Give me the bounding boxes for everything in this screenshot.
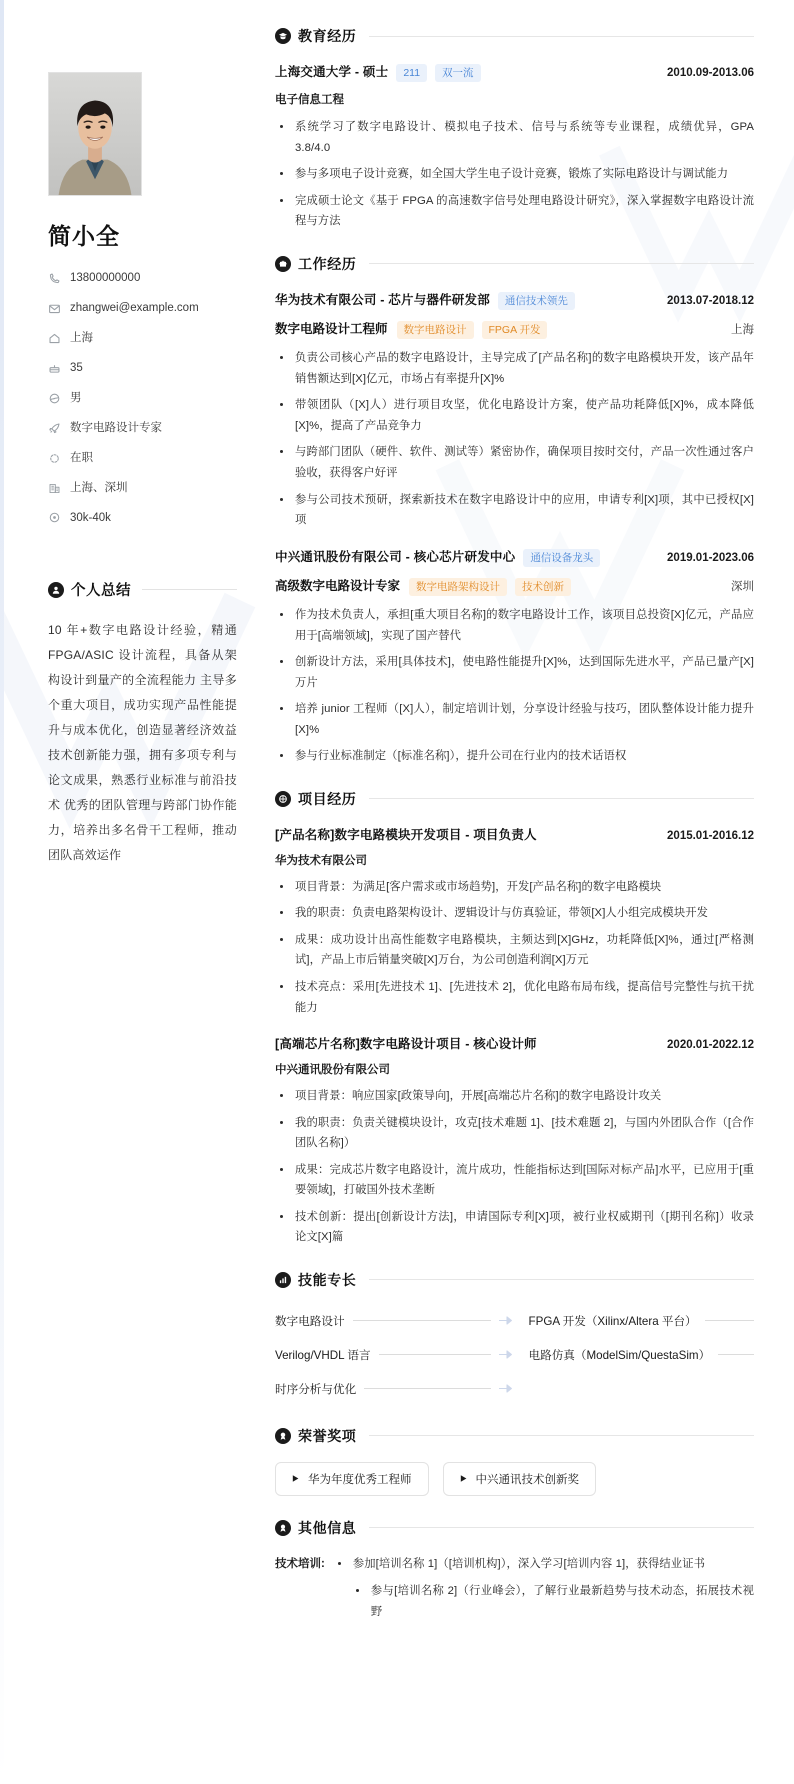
company-tags bbox=[498, 292, 575, 310]
candidate-name: 简小全 bbox=[48, 223, 120, 249]
contact-item-email bbox=[48, 301, 237, 316]
skills-section bbox=[275, 1270, 754, 1404]
avatar bbox=[48, 72, 142, 196]
tag: FPGA 开发 bbox=[482, 321, 548, 339]
project-name: [产品名称]数字电路模块开发项目 - 项目负责人 bbox=[275, 827, 537, 842]
bullet: 我的职责：负责电路架构设计、逻辑设计与仿真验证，带领[X]人小组完成模块开发 bbox=[277, 903, 754, 924]
mail-icon bbox=[48, 302, 61, 315]
skill-connector-line bbox=[718, 1354, 754, 1355]
divider bbox=[369, 263, 754, 264]
skill-connector-line bbox=[353, 1320, 491, 1321]
main-content bbox=[265, 0, 794, 1784]
rocket-icon bbox=[48, 422, 61, 435]
honor-item bbox=[443, 1462, 597, 1496]
honor-label: 中兴通讯技术创新奖 bbox=[475, 1473, 579, 1486]
info-icon bbox=[275, 1520, 291, 1536]
cake-icon bbox=[48, 362, 61, 375]
bullet: 作为技术负责人，承担[重大项目名称]的数字电路设计工作，该项目总投资[X]亿元，产品应用于[高端领域]，实现了国产替代 bbox=[277, 605, 754, 646]
other-info-bullets bbox=[335, 1554, 754, 1623]
sidebar-accent-bar bbox=[0, 0, 4, 1784]
skill-connector-line bbox=[705, 1320, 754, 1321]
honor-item bbox=[275, 1462, 429, 1496]
other-info-title: 其他信息 bbox=[298, 1519, 357, 1536]
tag: 技术创新 bbox=[515, 578, 571, 596]
contact-value: 男 bbox=[70, 391, 82, 404]
contact-value: 13800000000 bbox=[70, 272, 141, 284]
skill-label: Verilog/VHDL 语言 bbox=[275, 1348, 371, 1362]
project-bullets bbox=[277, 1086, 754, 1248]
bullet: 系统学习了数字电路设计、模拟电子技术、信号与系统等专业课程，成绩优异，GPA 3.8/4.0 bbox=[277, 117, 754, 158]
building-icon bbox=[48, 482, 61, 495]
project-date: 2020.01-2022.12 bbox=[667, 1039, 754, 1052]
contact-value: 35 bbox=[70, 361, 83, 374]
work-header bbox=[275, 254, 754, 274]
bullet: 成果：成功设计出高性能数字电路模块，主频达到[X]GHz，功耗降低[X]%，通过[严格测试]，产品上市后销量突破[X]万台，为公司创造利润[X]万元 bbox=[277, 930, 754, 971]
tag: 双一流 bbox=[435, 64, 481, 82]
coin-icon bbox=[48, 511, 61, 524]
honor-label: 华为年度优秀工程师 bbox=[308, 1473, 412, 1486]
divider bbox=[369, 36, 754, 37]
tag: 通信设备龙头 bbox=[523, 549, 600, 567]
work-location: 深圳 bbox=[731, 580, 754, 593]
contact-item-phone bbox=[48, 271, 237, 286]
tag: 数字电路设计 bbox=[397, 321, 474, 339]
project-company: 华为技术有限公司 bbox=[275, 854, 367, 867]
company-name: 中兴通讯股份有限公司 - 核心芯片研发中心 bbox=[275, 549, 516, 564]
divider bbox=[369, 1527, 754, 1528]
job-title: 高级数字电路设计专家 bbox=[275, 578, 401, 593]
work-date: 2019.01-2023.06 bbox=[667, 551, 754, 564]
contact-value: 上海、深圳 bbox=[70, 481, 128, 494]
project-date: 2015.01-2016.12 bbox=[667, 829, 754, 842]
education-entry bbox=[275, 62, 754, 232]
skill-item bbox=[275, 1374, 515, 1404]
bullet: 完成硕士论文《基于 FPGA 的高速数字信号处理电路设计研究》，深入掌握数字电路设计流程与方法 bbox=[277, 191, 754, 232]
projects-section bbox=[275, 789, 754, 1248]
contact-value: 30k-40k bbox=[70, 511, 111, 524]
skills-title: 技能专长 bbox=[298, 1271, 357, 1288]
summary-text: 10 年+数字电路设计经验，精通 FPGA/ASIC 设计流程，具备从架构设计到量产的全流程能力 主导多个重大项目，成功实现产品性能提升与成本优化，创造显著经济效益 技术创新能力强，拥有多项专利与论文成果，熟悉行业标准与前沿技术 优秀的团队管理与跨部门协作能力，培养出多名骨干工程师，推动团队高效运作 bbox=[48, 623, 237, 863]
graduation-icon bbox=[275, 28, 291, 44]
skill-label: 电路仿真（ModelSim/QuestaSim） bbox=[528, 1348, 711, 1362]
arrow-right-icon bbox=[499, 1384, 515, 1393]
bullet: 带领团队（[X]人）进行项目攻坚，优化电路设计方案，使产品功耗降低[X]%，成本降低[X]%，提高了产品竞争力 bbox=[277, 395, 754, 436]
honors-title: 荣誉奖项 bbox=[298, 1427, 357, 1444]
school-name: 上海交通大学 - 硕士 bbox=[275, 65, 389, 79]
bullet: 我的职责：负责关键模块设计，攻克[技术难题 1]、[技术难题 2]，与国内外团队合作（[合作团队名称]） bbox=[277, 1113, 754, 1154]
entry-role-row bbox=[275, 319, 754, 339]
work-entry bbox=[275, 290, 754, 531]
other-info-header bbox=[275, 1518, 754, 1538]
summary-header bbox=[48, 579, 237, 600]
project-entry bbox=[275, 825, 754, 1018]
bullet: 培养 junior 工程师（[X]人），制定培训计划，分享设计经验与技巧，团队整体设计能力提升[X]% bbox=[277, 699, 754, 740]
gender-icon bbox=[48, 392, 61, 405]
contact-item-city bbox=[48, 331, 237, 346]
work-bullets bbox=[277, 348, 754, 530]
skills-header bbox=[275, 1270, 754, 1290]
job-title: 数字电路设计工程师 bbox=[275, 322, 388, 337]
divider bbox=[369, 1279, 754, 1280]
bullet: 技术创新：提出[创新设计方法]，申请国际专利[X]项，被行业权威期刊（[期刊名称]）收录论文[X]篇 bbox=[277, 1207, 754, 1248]
entry-header-row bbox=[275, 547, 754, 567]
bullet: 参与[培训名称 2]（行业峰会），了解行业最新趋势与技术动态，拓展技术视野 bbox=[335, 1581, 754, 1622]
phone-icon bbox=[48, 272, 61, 285]
project-entry bbox=[275, 1034, 754, 1248]
entry-header-row bbox=[275, 290, 754, 310]
other-info-section bbox=[275, 1518, 754, 1630]
work-section bbox=[275, 254, 754, 767]
bullet: 参与行业标准制定（[标准名称]），提升公司在行业内的技术话语权 bbox=[277, 746, 754, 767]
contact-value: 数字电路设计专家 bbox=[70, 421, 162, 434]
contact-item-age bbox=[48, 361, 237, 376]
bullet: 与跨部门团队（硬件、软件、测试等）紧密协作，确保项目按时交付，产品一次性通过客户验收，获得客户好评 bbox=[277, 442, 754, 483]
projects-title: 项目经历 bbox=[298, 790, 357, 807]
skill-label: 时序分析与优化 bbox=[275, 1382, 357, 1396]
contact-item-gender bbox=[48, 391, 237, 406]
contact-item-title bbox=[48, 421, 237, 436]
bullet: 项目背景：响应国家[政策导向]，开展[高端芯片名称]的数字电路设计攻关 bbox=[277, 1086, 754, 1107]
home-icon bbox=[48, 332, 61, 345]
skill-item bbox=[275, 1306, 515, 1336]
skill-item bbox=[275, 1340, 515, 1370]
play-triangle-icon bbox=[292, 1474, 300, 1483]
role-tags bbox=[409, 578, 571, 596]
honors-section bbox=[275, 1426, 754, 1496]
skill-item bbox=[515, 1340, 755, 1370]
entry-header-row bbox=[275, 825, 754, 843]
other-info-body bbox=[333, 1554, 754, 1630]
divider bbox=[142, 589, 237, 590]
project-icon bbox=[275, 791, 291, 807]
divider bbox=[369, 798, 754, 799]
contact-list bbox=[48, 271, 237, 525]
summary-section bbox=[48, 579, 237, 868]
company-tags bbox=[523, 549, 600, 567]
work-date: 2013.07-2018.12 bbox=[667, 294, 754, 307]
arrow-right-icon bbox=[499, 1350, 515, 1359]
bullet: 创新设计方法，采用[具体技术]，使电路性能提升[X]%，达到国际先进水平，产品已量产[X]万片 bbox=[277, 652, 754, 693]
contact-item-status bbox=[48, 451, 237, 466]
play-triangle-icon bbox=[460, 1474, 468, 1483]
skill-connector-line bbox=[364, 1388, 490, 1389]
summary-title: 个人总结 bbox=[71, 583, 131, 600]
education-date: 2010.09-2013.06 bbox=[667, 67, 754, 79]
briefcase-icon bbox=[275, 256, 291, 272]
projects-header bbox=[275, 789, 754, 809]
project-name: [高端芯片名称]数字电路设计项目 - 核心设计师 bbox=[275, 1037, 537, 1052]
skill-connector-line bbox=[379, 1354, 491, 1355]
honors-list bbox=[275, 1462, 754, 1496]
school-tags bbox=[396, 64, 480, 82]
bullet: 技术亮点：采用[先进技术 1]、[先进技术 2]，优化电路布局布线，提高信号完整性与抗干扰能力 bbox=[277, 977, 754, 1018]
tag: 211 bbox=[396, 64, 427, 82]
divider bbox=[369, 1435, 754, 1436]
work-entry bbox=[275, 547, 754, 767]
other-info-group bbox=[275, 1554, 754, 1630]
bullet: 成果：完成芯片数字电路设计，流片成功，性能指标达到[国际对标产品]水平，已应用于[重要领域]，打破国外技术垄断 bbox=[277, 1160, 754, 1201]
work-location: 上海 bbox=[731, 324, 754, 337]
entry-header-row bbox=[275, 62, 754, 82]
contact-item-work-cities bbox=[48, 481, 237, 496]
bullet: 负责公司核心产品的数字电路设计，主导完成了[产品名称]的数字电路模块开发，该产品年销售额达到[X]亿元，市场占有率提升[X]% bbox=[277, 348, 754, 389]
bullet: 参与多项电子设计竞赛，如全国大学生电子设计竞赛，锻炼了实际电路设计与调试能力 bbox=[277, 164, 754, 185]
role-tags bbox=[397, 321, 548, 339]
education-header bbox=[275, 26, 754, 46]
tag: 数字电路架构设计 bbox=[409, 578, 507, 596]
bullet: 参与公司技术预研，探索新技术在数字电路设计中的应用，申请专利[X]项，其中已授权[X]项 bbox=[277, 490, 754, 531]
education-major: 电子信息工程 bbox=[275, 94, 344, 107]
sidebar bbox=[0, 0, 265, 1784]
honors-header bbox=[275, 1426, 754, 1446]
skill-item bbox=[515, 1306, 755, 1336]
other-info-label: 技术培训: bbox=[275, 1557, 325, 1570]
status-icon bbox=[48, 452, 61, 465]
contact-value: zhangwei@example.com bbox=[70, 301, 199, 314]
arrow-right-icon bbox=[499, 1316, 515, 1325]
education-section bbox=[275, 26, 754, 232]
company-name: 华为技术有限公司 - 芯片与器件研发部 bbox=[275, 292, 490, 307]
bullet: 项目背景：为满足[客户需求或市场趋势]，开发[产品名称]的数字电路模块 bbox=[277, 877, 754, 898]
project-company: 中兴通讯股份有限公司 bbox=[275, 1064, 390, 1077]
contact-value: 在职 bbox=[70, 451, 93, 464]
contact-value: 上海 bbox=[70, 331, 93, 344]
skill-label: 数字电路设计 bbox=[275, 1314, 345, 1328]
work-title: 工作经历 bbox=[298, 255, 357, 272]
education-bullets bbox=[277, 117, 754, 232]
skills-grid bbox=[275, 1306, 754, 1404]
education-title: 教育经历 bbox=[298, 28, 357, 44]
project-bullets bbox=[277, 877, 754, 1018]
work-bullets bbox=[277, 605, 754, 767]
tag: 通信技术领先 bbox=[498, 292, 575, 310]
chart-icon bbox=[275, 1272, 291, 1288]
person-icon bbox=[48, 582, 64, 598]
bullet: 参加[培训名称 1]（[培训机构]），深入学习[培训内容 1]，获得结业证书 bbox=[335, 1554, 754, 1575]
contact-item-salary bbox=[48, 511, 237, 526]
skill-item-empty bbox=[515, 1374, 755, 1404]
award-icon bbox=[275, 1428, 291, 1444]
skill-label: FPGA 开发（Xilinx/Altera 平台） bbox=[528, 1314, 697, 1328]
entry-header-row bbox=[275, 1034, 754, 1052]
entry-role-row bbox=[275, 576, 754, 596]
